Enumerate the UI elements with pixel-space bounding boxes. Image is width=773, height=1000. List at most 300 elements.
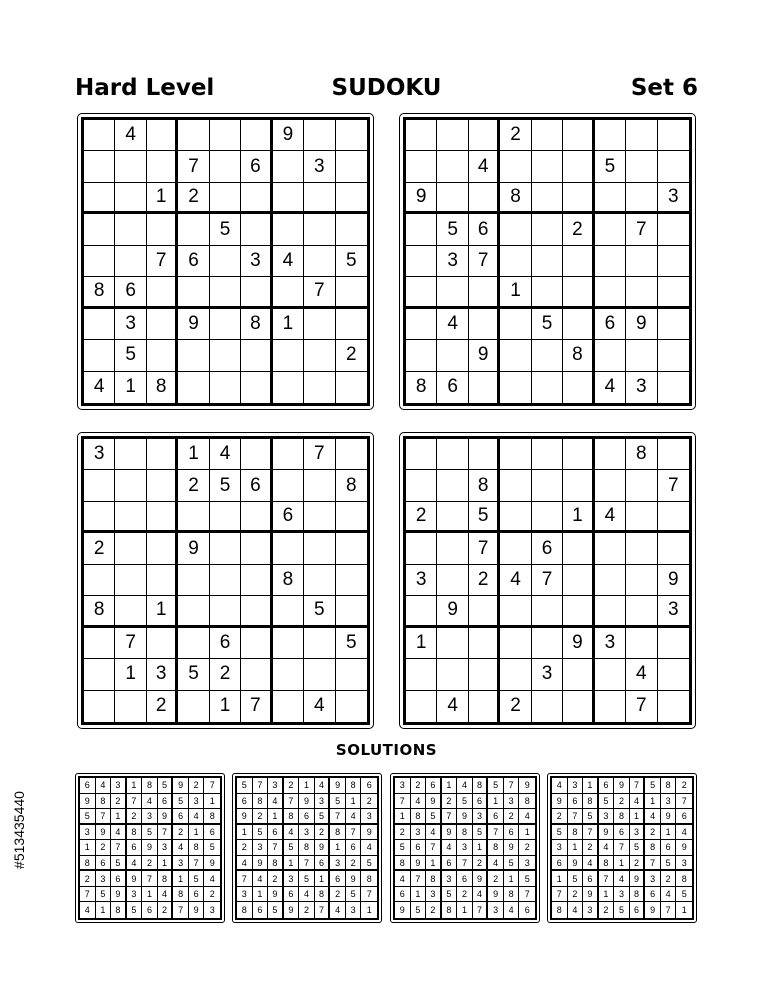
- grid-cell: 5: [661, 856, 677, 872]
- grid-cell: 6: [599, 778, 615, 794]
- grid-cell: [595, 340, 626, 371]
- grid-cell: 6: [411, 840, 427, 856]
- grid-cell: [658, 309, 689, 340]
- grid-cell: [304, 372, 335, 403]
- grid-cell: [595, 533, 626, 564]
- grid-cell: 5: [284, 840, 300, 856]
- grid-cell: 3: [552, 840, 568, 856]
- grid-cell: 4: [437, 691, 468, 722]
- grid-cell: [406, 659, 437, 690]
- grid-cell: 5: [210, 470, 241, 501]
- grid-cell: 1: [173, 871, 189, 887]
- grid-cell: 7: [583, 825, 599, 841]
- grid-cell: [273, 214, 304, 245]
- grid-cell: 5: [595, 151, 626, 182]
- grid-cell: [500, 628, 531, 659]
- grid-cell: [626, 470, 657, 501]
- grid-cell: 9: [630, 871, 646, 887]
- grid-cell: 9: [568, 856, 584, 872]
- grid-cell: 8: [241, 309, 272, 340]
- grid-cell: 5: [519, 871, 535, 887]
- grid-cell: 5: [630, 840, 646, 856]
- grid-cell: [210, 340, 241, 371]
- grid-cell: [563, 120, 594, 151]
- grid-cell: [500, 439, 531, 470]
- grid-cell: 4: [661, 887, 677, 903]
- grid-cell: 9: [361, 825, 377, 841]
- grid-cell: 7: [96, 809, 112, 825]
- grid-cell: 8: [284, 809, 300, 825]
- grid-cell: [406, 340, 437, 371]
- grid-cell: 9: [457, 809, 473, 825]
- grid-cell: 8: [614, 809, 630, 825]
- grid-cell: 6: [437, 372, 468, 403]
- grid-cell: [147, 120, 178, 151]
- grid-cell: 7: [80, 887, 96, 903]
- grid-cell: [658, 120, 689, 151]
- grid-cell: [532, 502, 563, 533]
- grid-cell: 1: [80, 840, 96, 856]
- grid-cell: [595, 565, 626, 596]
- grid-cell: 1: [315, 871, 331, 887]
- grid-cell: [500, 214, 531, 245]
- grid-cell: 5: [210, 214, 241, 245]
- grid-cell: 2: [204, 887, 220, 903]
- grid-cell: [595, 246, 626, 277]
- grid-cell: 5: [336, 246, 367, 277]
- grid-cell: [304, 120, 335, 151]
- grid-cell: 9: [111, 887, 127, 903]
- puzzle-frame-1: [77, 113, 374, 410]
- grid-cell: [241, 533, 272, 564]
- grid-cell: [595, 439, 626, 470]
- grid-cell: [336, 596, 367, 627]
- grid-cell: [437, 565, 468, 596]
- grid-cell: [406, 246, 437, 277]
- grid-cell: [304, 309, 335, 340]
- grid-cell: 2: [268, 871, 284, 887]
- grid-cell: [178, 691, 209, 722]
- grid-cell: 8: [330, 825, 346, 841]
- grid-cell: 3: [395, 778, 411, 794]
- grid-cell: [532, 470, 563, 501]
- grid-cell: 3: [488, 902, 504, 918]
- grid-cell: [241, 340, 272, 371]
- grid-cell: 7: [346, 825, 362, 841]
- grid-cell: [532, 439, 563, 470]
- grid-cell: 7: [411, 871, 427, 887]
- grid-cell: 8: [127, 825, 143, 841]
- grid-cell: 5: [237, 778, 253, 794]
- grid-cell: 3: [111, 778, 127, 794]
- grid-cell: 8: [84, 596, 115, 627]
- grid-cell: 8: [96, 794, 112, 810]
- grid-cell: 6: [524, 905, 530, 916]
- grid-cell: 3: [583, 902, 599, 918]
- grid-cell: 6: [127, 840, 143, 856]
- grid-cell: [626, 502, 657, 533]
- grid-cell: 7: [552, 887, 568, 903]
- grid-cell: [147, 502, 178, 533]
- solution-frame-4: [547, 773, 697, 923]
- grid-cell: 1: [158, 856, 174, 872]
- grid-cell: [406, 596, 437, 627]
- grid-cell: 7: [173, 902, 189, 918]
- grid-cell: [273, 439, 304, 470]
- grid-cell: [532, 120, 563, 151]
- grid-cell: 3: [457, 840, 473, 856]
- grid-cell: [304, 502, 335, 533]
- grid-cell: 6: [284, 887, 300, 903]
- grid-cell: [500, 502, 531, 533]
- grid-cell: [241, 628, 272, 659]
- grid-cell: 9: [395, 902, 411, 918]
- grid-cell: 7: [457, 856, 473, 872]
- grid-cell: 1: [395, 809, 411, 825]
- grid-cell: [115, 502, 146, 533]
- grid-cell: [241, 214, 272, 245]
- grid-cell: 8: [204, 809, 220, 825]
- grid-cell: [469, 596, 500, 627]
- grid-cell: [563, 565, 594, 596]
- grid-cell: 9: [504, 840, 520, 856]
- grid-cell: 6: [469, 214, 500, 245]
- grid-cell: [532, 596, 563, 627]
- grid-cell: 3: [115, 309, 146, 340]
- grid-cell: 6: [189, 887, 205, 903]
- grid-cell: 2: [315, 825, 331, 841]
- grid-cell: 7: [442, 809, 458, 825]
- grid-cell: [115, 439, 146, 470]
- grid-cell: 6: [80, 778, 96, 794]
- grid-cell: 2: [411, 778, 427, 794]
- grid-cell: [273, 533, 304, 564]
- grid-cell: 7: [127, 794, 143, 810]
- grid-cell: [469, 691, 500, 722]
- grid-cell: [406, 151, 437, 182]
- grid-cell: 5: [111, 856, 127, 872]
- grid-cell: 5: [568, 871, 584, 887]
- grid-cell: 3: [241, 246, 272, 277]
- grid-cell: 4: [599, 840, 615, 856]
- grid-cell: [500, 533, 531, 564]
- grid-cell: 8: [111, 902, 127, 918]
- grid-cell: 6: [361, 778, 377, 794]
- grid-cell: 7: [189, 856, 205, 872]
- grid-cell: 8: [563, 340, 594, 371]
- grid-cell: 7: [330, 809, 346, 825]
- grid-cell: 9: [315, 840, 331, 856]
- grid-cell: 6: [204, 825, 220, 841]
- grid-cell: 1: [614, 856, 630, 872]
- grid-cell: 6: [661, 840, 677, 856]
- grid-cell: 8: [488, 840, 504, 856]
- grid-cell: 6: [395, 887, 411, 903]
- grid-cell: 2: [473, 856, 489, 872]
- grid-cell: 2: [330, 887, 346, 903]
- grid-cell: 3: [96, 871, 112, 887]
- grid-cell: 1: [346, 794, 362, 810]
- grid-cell: 3: [361, 809, 377, 825]
- grid-cell: 9: [519, 778, 535, 794]
- solution-frame-3: [390, 773, 540, 923]
- grid-cell: 5: [645, 778, 661, 794]
- grid-cell: 3: [437, 246, 468, 277]
- grid-cell: 8: [411, 809, 427, 825]
- grid-cell: [563, 246, 594, 277]
- grid-cell: 4: [595, 502, 626, 533]
- grid-cell: 9: [614, 778, 630, 794]
- grid-cell: [84, 565, 115, 596]
- grid-cell: 7: [599, 871, 615, 887]
- grid-cell: [595, 183, 626, 214]
- grid-cell: 2: [406, 502, 437, 533]
- grid-cell: 4: [676, 825, 692, 841]
- grid-cell: 7: [532, 565, 563, 596]
- grid-cell: 8: [500, 183, 531, 214]
- grid-cell: [304, 246, 335, 277]
- grid-cell: [658, 277, 689, 308]
- grid-cell: 2: [661, 871, 677, 887]
- grid-cell: 5: [253, 825, 269, 841]
- grid-cell: [273, 372, 304, 403]
- grid-cell: 1: [189, 825, 205, 841]
- grid-cell: 9: [552, 794, 568, 810]
- grid-cell: [273, 596, 304, 627]
- grid-cell: 2: [361, 794, 377, 810]
- grid-cell: [241, 502, 272, 533]
- grid-cell: 3: [284, 871, 300, 887]
- grid-cell: 9: [426, 794, 442, 810]
- grid-cell: [273, 340, 304, 371]
- grid-cell: [115, 183, 146, 214]
- grid-cell: 5: [304, 596, 335, 627]
- grid-cell: 2: [127, 809, 143, 825]
- grid-cell: 9: [178, 533, 209, 564]
- grid-cell: 6: [614, 825, 630, 841]
- grid-cell: 5: [142, 825, 158, 841]
- grid-cell: 4: [469, 151, 500, 182]
- grid-cell: 3: [268, 778, 284, 794]
- grid-cell: 5: [599, 794, 615, 810]
- grid-cell: 5: [504, 856, 520, 872]
- grid-cell: [469, 277, 500, 308]
- grid-cell: [336, 372, 367, 403]
- grid-cell: 9: [127, 871, 143, 887]
- grid-cell: 2: [96, 840, 112, 856]
- grid-cell: 1: [473, 840, 489, 856]
- grid-cell: [336, 691, 367, 722]
- grid-cell: 4: [96, 778, 112, 794]
- grid-cell: [178, 214, 209, 245]
- grid-cell: 7: [473, 902, 489, 918]
- grid-cell: 3: [189, 794, 205, 810]
- grid-cell: [210, 309, 241, 340]
- grid-cell: 3: [658, 596, 689, 627]
- grid-cell: 5: [469, 502, 500, 533]
- grid-cell: 9: [488, 887, 504, 903]
- grid-cell: 9: [158, 809, 174, 825]
- grid-cell: 7: [111, 840, 127, 856]
- grid-cell: 9: [80, 794, 96, 810]
- grid-cell: [437, 120, 468, 151]
- grid-cell: [406, 439, 437, 470]
- grid-cell: 4: [299, 887, 315, 903]
- grid-cell: 3: [519, 856, 535, 872]
- grid-cell: 8: [395, 856, 411, 872]
- grid-cell: 8: [645, 840, 661, 856]
- grid-cell: 8: [268, 856, 284, 872]
- grid-cell: 3: [253, 840, 269, 856]
- grid-cell: [658, 533, 689, 564]
- grid-cell: [273, 659, 304, 690]
- grid-cell: 3: [599, 809, 615, 825]
- grid-cell: 3: [173, 856, 189, 872]
- grid-cell: 5: [614, 902, 630, 918]
- grid-cell: [626, 340, 657, 371]
- grid-cell: 7: [630, 778, 646, 794]
- grid-cell: 3: [442, 871, 458, 887]
- grid-cell: 1: [563, 502, 594, 533]
- grid-cell: [406, 470, 437, 501]
- grid-cell: 4: [173, 840, 189, 856]
- grid-cell: 2: [457, 887, 473, 903]
- grid-cell: [595, 120, 626, 151]
- grid-cell: 4: [595, 372, 626, 403]
- grid-cell: 6: [241, 470, 272, 501]
- grid-cell: 2: [488, 871, 504, 887]
- grid-cell: [147, 628, 178, 659]
- grid-cell: 7: [645, 856, 661, 872]
- grid-cell: 3: [406, 565, 437, 596]
- grid-cell: 1: [568, 840, 584, 856]
- grid-cell: [500, 596, 531, 627]
- grid-cell: 2: [178, 183, 209, 214]
- grid-cell: 1: [630, 809, 646, 825]
- grid-cell: [84, 309, 115, 340]
- grid-cell: [115, 533, 146, 564]
- grid-cell: 4: [473, 887, 489, 903]
- grid-cell: 4: [189, 809, 205, 825]
- grid-cell: 4: [158, 887, 174, 903]
- grid-cell: 8: [189, 840, 205, 856]
- grid-cell: [304, 628, 335, 659]
- grid-cell: 2: [395, 825, 411, 841]
- grid-cell: 2: [299, 902, 315, 918]
- grid-cell: [626, 565, 657, 596]
- grid-cell: [147, 151, 178, 182]
- grid-cell: 8: [504, 887, 520, 903]
- solution-grid: [235, 776, 379, 920]
- grid-cell: 2: [519, 840, 535, 856]
- grid-cell: 1: [457, 902, 473, 918]
- grid-cell: 4: [284, 825, 300, 841]
- grid-cell: 3: [304, 151, 335, 182]
- grid-cell: 6: [241, 151, 272, 182]
- grid-cell: 6: [346, 840, 362, 856]
- grid-cell: 6: [488, 809, 504, 825]
- grid-cell: 8: [599, 856, 615, 872]
- grid-cell: [469, 628, 500, 659]
- grid-cell: 9: [411, 856, 427, 872]
- grid-cell: 3: [661, 794, 677, 810]
- stock-id-text: #513435440: [11, 791, 27, 869]
- grid-cell: [626, 183, 657, 214]
- grid-cell: 7: [315, 902, 331, 918]
- grid-cell: 1: [406, 628, 437, 659]
- grid-cell: 4: [552, 778, 568, 794]
- grid-cell: [84, 628, 115, 659]
- grid-cell: 7: [361, 887, 377, 903]
- grid-cell: 8: [626, 439, 657, 470]
- grid-cell: 2: [442, 794, 458, 810]
- grid-cell: 4: [437, 309, 468, 340]
- grid-cell: 2: [336, 340, 367, 371]
- grid-cell: 5: [158, 778, 174, 794]
- grid-cell: 2: [178, 470, 209, 501]
- grid-cell: [658, 691, 689, 722]
- grid-cell: 4: [111, 825, 127, 841]
- grid-cell: [658, 628, 689, 659]
- grid-cell: [84, 151, 115, 182]
- grid-cell: [437, 151, 468, 182]
- grid-cell: [595, 659, 626, 690]
- grid-cell: 3: [426, 887, 442, 903]
- grid-cell: 2: [173, 825, 189, 841]
- grid-cell: 1: [645, 794, 661, 810]
- grid-cell: 5: [676, 887, 692, 903]
- grid-cell: 2: [500, 120, 531, 151]
- grid-cell: [147, 470, 178, 501]
- grid-cell: [595, 470, 626, 501]
- grid-cell: 8: [336, 470, 367, 501]
- grid-cell: [147, 439, 178, 470]
- grid-cell: [178, 565, 209, 596]
- grid-cell: 8: [84, 277, 115, 308]
- grid-cell: 4: [253, 871, 269, 887]
- grid-cell: 3: [158, 840, 174, 856]
- grid-cell: [84, 470, 115, 501]
- grid-cell: [115, 565, 146, 596]
- grid-cell: [658, 214, 689, 245]
- grid-cell: 9: [173, 778, 189, 794]
- grid-cell: [532, 214, 563, 245]
- grid-cell: [595, 214, 626, 245]
- grid-cell: 9: [299, 794, 315, 810]
- grid-cell: 9: [204, 856, 220, 872]
- grid-cell: 1: [142, 887, 158, 903]
- grid-cell: 3: [299, 825, 315, 841]
- grid-cell: [626, 120, 657, 151]
- grid-cell: [115, 470, 146, 501]
- grid-cell: 3: [147, 659, 178, 690]
- grid-cell: 9: [96, 825, 112, 841]
- grid-cell: [406, 533, 437, 564]
- grid-cell: [500, 309, 531, 340]
- grid-cell: 2: [469, 565, 500, 596]
- grid-cell: 7: [395, 794, 411, 810]
- grid-cell: [658, 246, 689, 277]
- grid-cell: 5: [346, 887, 362, 903]
- grid-cell: [563, 470, 594, 501]
- grid-cell: 3: [80, 825, 96, 841]
- grid-cell: 7: [661, 902, 677, 918]
- grid-cell: 5: [583, 809, 599, 825]
- grid-cell: 8: [406, 372, 437, 403]
- grid-cell: [210, 183, 241, 214]
- grid-cell: 5: [268, 902, 284, 918]
- grid-cell: 1: [115, 659, 146, 690]
